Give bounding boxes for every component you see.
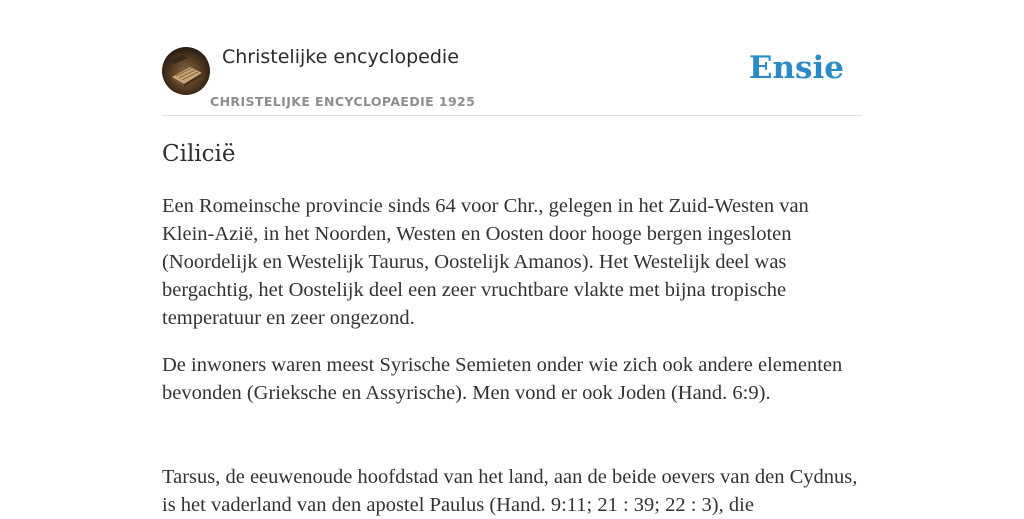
source-subtitle[interactable]: CHRISTELIJKE ENCYCLOPAEDIE 1925: [210, 94, 476, 109]
article-paragraph: De inwoners waren meest Syrische Semieten onder wie zich ook andere elementen bevonden (Grieksche en Assyrische). Men vond er ook Joden (Hand. 6:9).: [162, 354, 843, 404]
article-paragraph: Tarsus, de eeuwenoude hoofdstad van het land, aan de beide oevers van den Cydnus, is het vaderland van den apostel Paulus (Hand. 9:11; 21 : 39; 22 : 3), die: [162, 466, 858, 516]
article-page: [162, 0, 862, 516]
article-paragraph: Een Romeinsche provincie sinds 64 voor Chr., gelegen in het Zuid-Westen van Klein-Azië, in het Noorden, Westen en Oosten door hooge bergen ingesloten (Noordelijk en Westelijk Taurus, Oostelijk Amanos). Het Westelijk deel was bergachtig, het Oostelijk deel een zeer vruchtbare vlakte met bijna tropische temperatuur en zeer ongezond.: [162, 195, 809, 329]
entry-title: Cilicië: [162, 141, 236, 167]
source-avatar[interactable]: [162, 47, 210, 95]
source-title[interactable]: Christelijke encyclopedie: [222, 46, 459, 68]
book-photo-avatar: [162, 47, 210, 95]
ensie-logo[interactable]: Ensie: [748, 50, 844, 86]
source-header: [162, 0, 862, 116]
